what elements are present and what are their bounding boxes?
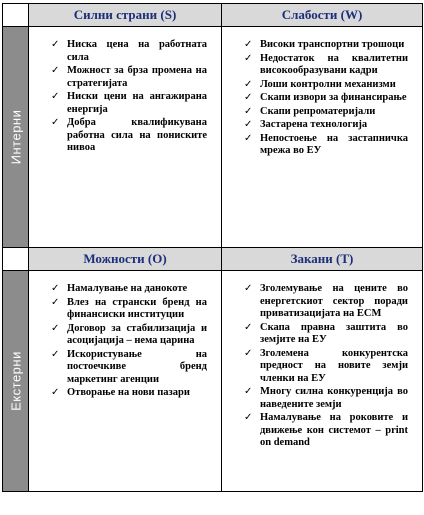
check-icon: ✓ <box>51 296 60 308</box>
check-icon: ✓ <box>244 412 253 423</box>
strengths-item <box>51 117 207 155</box>
check-icon: ✓ <box>244 52 253 64</box>
weaknesses-item <box>244 119 408 132</box>
item-text: Добра квалификувана работна сила на пониските нивоа <box>67 117 207 153</box>
item-text: Договор за стабилизација и асоцијација – нема царина <box>67 322 207 346</box>
check-icon: ✓ <box>244 132 253 144</box>
item-text: Зголемена конкурентска предност на новите земји членки на ЕУ <box>260 347 408 384</box>
strengths-list <box>29 27 221 162</box>
strengths-header: Силни страни (S) <box>29 4 222 27</box>
strengths-item <box>51 65 207 90</box>
corner-cell-2 <box>3 248 29 271</box>
weaknesses-item <box>244 39 408 52</box>
check-icon: ✓ <box>51 283 60 294</box>
item-text: Скапа правна заштита во земјите на ЕУ <box>260 321 408 345</box>
opportunities-item <box>51 387 207 400</box>
weaknesses-list <box>222 27 422 165</box>
item-text: Искористување на постоечкиве бренд маркетинг агенции <box>67 348 207 385</box>
threats-cell <box>222 271 423 492</box>
weaknesses-item <box>244 78 408 92</box>
check-icon: ✓ <box>244 386 253 397</box>
item-text: Ниски цени на ангажирана енергија <box>67 91 207 115</box>
item-text: Отворање на нови пазари <box>67 387 190 398</box>
item-text: Високи транспортни трошоци <box>260 39 405 50</box>
weaknesses-header: Слабости (W) <box>222 4 423 27</box>
strengths-item <box>51 91 207 116</box>
item-text: Намалување на роковите и движење кон системот – print on demand <box>260 412 408 448</box>
item-text: Лоши контролни механизми <box>260 78 396 90</box>
opportunities-item <box>51 296 207 322</box>
weaknesses-item <box>244 92 408 105</box>
item-text: Намалување на данокоте <box>67 283 188 294</box>
opportunities-header: Можности (O) <box>29 248 222 271</box>
threats-list <box>222 271 422 457</box>
check-icon: ✓ <box>51 348 60 360</box>
weaknesses-item <box>244 132 408 158</box>
item-text: Можност за брза промена на стратегијата <box>67 65 207 89</box>
threats-item <box>244 386 408 411</box>
check-icon: ✓ <box>51 39 60 50</box>
item-text: Скапи извори за финансирање <box>260 92 407 103</box>
threats-item <box>244 412 408 450</box>
opportunities-cell <box>29 271 222 492</box>
weaknesses-item <box>244 52 408 78</box>
check-icon: ✓ <box>51 91 60 102</box>
threats-item <box>244 283 408 321</box>
item-text: Непостоење на застапничка мрежа во ЕУ <box>260 132 408 156</box>
strengths-cell <box>29 27 222 248</box>
external-row-label: Екстерни <box>3 271 29 492</box>
check-icon: ✓ <box>244 119 253 130</box>
threats-item <box>244 321 408 347</box>
weaknesses-cell <box>222 27 423 248</box>
item-text: Скапи репроматеријали <box>260 105 376 117</box>
internal-row-label: Интерни <box>3 27 29 248</box>
opportunities-list <box>29 271 221 407</box>
item-text: Влез на странски бренд на финансиски институции <box>67 296 207 320</box>
check-icon: ✓ <box>244 39 253 50</box>
item-text: Застарена технологија <box>260 119 368 130</box>
item-text: Недостаток на квалитетни високообразувани кадри <box>260 52 408 76</box>
item-text: Ниска цена на работната сила <box>67 39 207 63</box>
check-icon: ✓ <box>244 283 253 294</box>
check-icon: ✓ <box>51 387 60 398</box>
check-icon: ✓ <box>244 105 253 117</box>
item-text: Зголемување на цените во енергетскиот сектор поради приватизацијата на ЕСМ <box>260 283 408 319</box>
strengths-item <box>51 39 207 64</box>
opportunities-item <box>51 322 207 348</box>
check-icon: ✓ <box>51 65 60 76</box>
threats-item <box>244 347 408 386</box>
opportunities-item <box>51 348 207 387</box>
check-icon: ✓ <box>244 321 253 333</box>
corner-cell <box>3 4 29 27</box>
item-text: Многу силна конкуренција во наведените земји <box>260 386 408 410</box>
threats-header: Закани (T) <box>222 248 423 271</box>
opportunities-item <box>51 283 207 296</box>
check-icon: ✓ <box>244 78 253 90</box>
check-icon: ✓ <box>51 117 60 128</box>
check-icon: ✓ <box>244 347 253 359</box>
check-icon: ✓ <box>51 322 60 334</box>
swot-table <box>2 3 423 492</box>
weaknesses-item <box>244 105 408 119</box>
check-icon: ✓ <box>244 92 253 103</box>
